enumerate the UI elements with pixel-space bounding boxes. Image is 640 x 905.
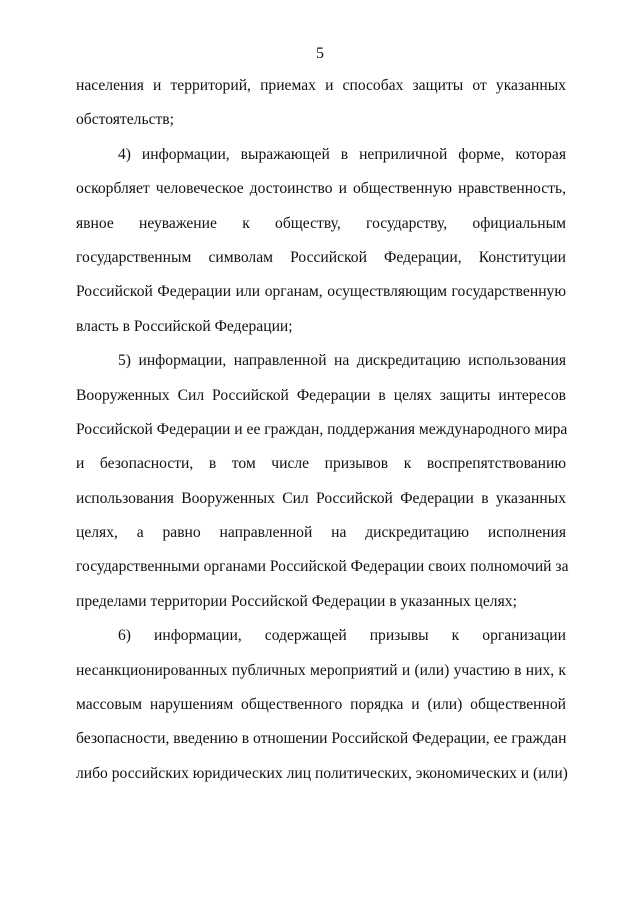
text-line: явное неуважение к обществу, государству, официальным — [76, 214, 566, 232]
text-line: и безопасности, в том числе призывов к воспрепятствованию — [76, 455, 566, 473]
paragraph-start-line: 4) информации, выражающей в неприличной форме, которая — [118, 145, 566, 163]
text-line: пределами территории Российской Федерации в указанных целях; — [76, 592, 517, 610]
document-body — [76, 74, 569, 796]
text-line: либо российских юридических лиц политических, экономических и (или) — [76, 764, 568, 782]
text-line: Российской Федерации и ее граждан, поддержания международного мира — [76, 420, 568, 438]
text-line: целях, а равно направленной на дискредитацию исполнения — [76, 524, 566, 542]
text-line: обстоятельств; — [76, 111, 174, 129]
paragraph-start-line: 6) информации, содержащей призывы к организации — [118, 627, 566, 645]
text-line: несанкционированных публичных мероприятий и (или) участию в них, к — [76, 661, 566, 679]
text-line: использования Вооруженных Сил Российской Федерации в указанных — [76, 489, 566, 507]
paragraph-start-line: 5) информации, направленной на дискредитацию использования — [118, 352, 566, 370]
page-number: 5 — [316, 45, 324, 62]
text-line: населения и территорий, приемах и способах защиты от указанных — [76, 77, 566, 94]
text-line: Вооруженных Сил Российской Федерации в целях защиты интересов — [76, 386, 566, 404]
text-line: государственным символам Российской Федерации, Конституции — [76, 248, 566, 266]
text-line: оскорбляет человеческое достоинство и общественную нравственность, — [76, 180, 566, 198]
text-line: Российской Федерации или органам, осуществляющим государственную — [76, 283, 566, 301]
text-line: государственными органами Российской Федерации своих полномочий за — [76, 558, 569, 576]
text-line: власть в Российской Федерации; — [76, 317, 293, 335]
text-line: безопасности, введению в отношении Российской Федерации, ее граждан — [76, 730, 567, 748]
text-line: массовым нарушениям общественного порядка и (или) общественной — [76, 696, 566, 714]
